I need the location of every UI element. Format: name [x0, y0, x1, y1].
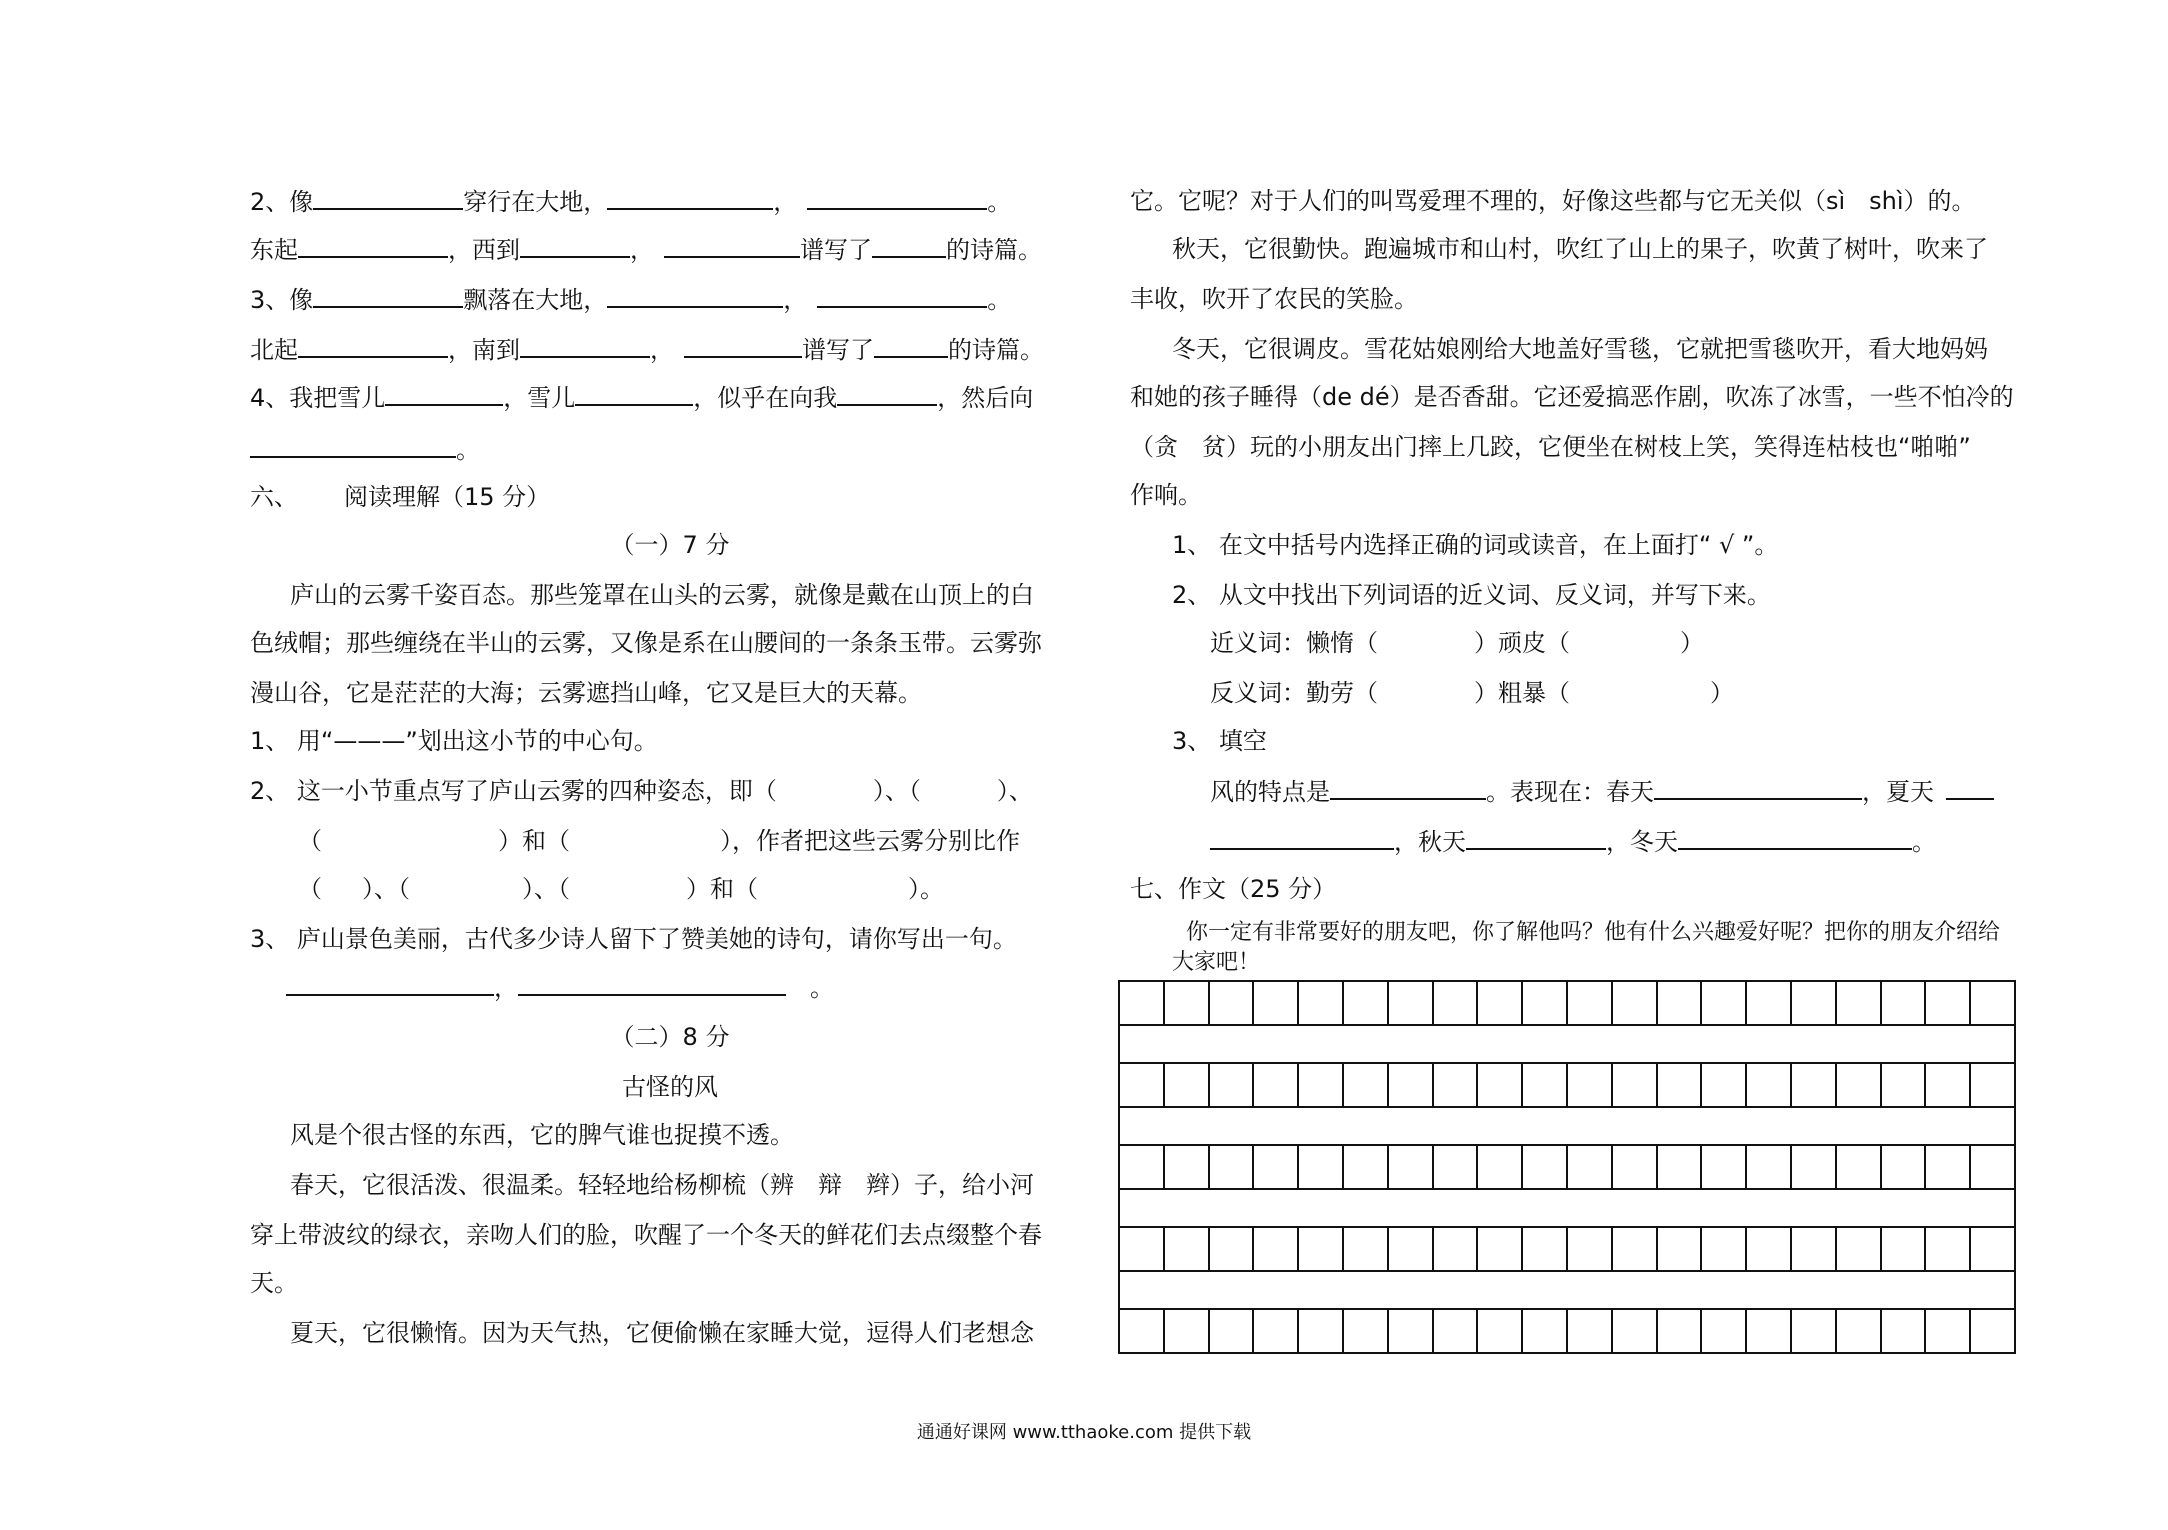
blank[interactable]	[1330, 776, 1486, 800]
question-3-answer: ， 。	[286, 972, 834, 1002]
story-line: （贪 贫）玩的小朋友出门摔上几跤，它便坐在树枝上笑，笑得连枯枝也“啪啪”	[1130, 433, 1971, 461]
story-line: 风是个很古怪的东西，它的脾气谁也捉摸不透。	[290, 1121, 794, 1149]
essay-grid-gap	[1118, 1108, 2016, 1144]
blank[interactable]	[837, 382, 937, 406]
essay-grid-row[interactable]	[1118, 1062, 2016, 1108]
blank[interactable]	[874, 334, 948, 358]
blank[interactable]	[1210, 826, 1394, 850]
essay-grid-row[interactable]	[1118, 1308, 2016, 1354]
part-two-title: （二）8 分	[610, 1023, 730, 1051]
blank[interactable]	[520, 234, 630, 258]
fill-line-4: 4、我把雪儿 ，雪儿 ，似乎在向我 ，然后向	[250, 384, 1034, 412]
reading-question-2: 2、 从文中找出下列词语的近义词、反义词，并写下来。	[1172, 581, 1771, 609]
essay-prompt: 大家吧！	[1172, 950, 1261, 975]
story-line: 作响。	[1130, 481, 1202, 509]
part-one-title: （一）7 分	[610, 531, 730, 559]
question-1: 1、 用“———”划出这小节的中心句。	[250, 727, 658, 755]
fill-line-3: 3、像 飘落在大地， ， 。	[250, 286, 1012, 314]
blank[interactable]	[684, 334, 802, 358]
story-line: 冬天，它很调皮。雪花姑娘刚给大地盖好雪毯，它就把雪毯吹开，看大地妈妈	[1172, 335, 1988, 363]
story-line: 天。	[250, 1269, 298, 1297]
fill-row-2: ，秋天 ，冬天 。	[1210, 826, 1936, 856]
story-line: 穿上带波纹的绿衣，亲吻人们的脸，吹醒了一个冬天的鲜花们去点缀整个春	[250, 1221, 1042, 1249]
blank[interactable]	[575, 382, 693, 406]
essay-prompt: 你一定有非常要好的朋友吧，你了解他吗？他有什么兴趣爱好呢？把你的朋友介绍给	[1186, 920, 2001, 945]
essay-grid-gap	[1118, 1026, 2016, 1062]
question-3: 3、 庐山景色美丽，古代多少诗人留下了赞美她的诗句，请你写出一句。	[250, 925, 1017, 953]
antonym-row: 反义词：勤劳（ ）粗暴（ ）	[1210, 679, 1734, 707]
passage-line: 漫山谷，它是茫茫的大海；云雾遮挡山峰，它又是巨大的天幕。	[250, 679, 922, 707]
synonym-row: 近义词：懒惰（ ）顽皮（ ）	[1210, 629, 1704, 657]
blank[interactable]	[520, 334, 650, 358]
story-line: 它。它呢？对于人们的叫骂爱理不理的，好像这些都与它无关似（sì shì）的。	[1130, 187, 1976, 215]
blank[interactable]	[607, 186, 773, 210]
blank[interactable]	[298, 334, 448, 358]
blank[interactable]	[664, 234, 800, 258]
essay-grid-row[interactable]	[1118, 1226, 2016, 1272]
blank[interactable]	[872, 234, 946, 258]
blank[interactable]	[298, 234, 448, 258]
reading-question-3: 3、 填空	[1172, 727, 1267, 755]
essay-grid-gap	[1118, 1272, 2016, 1308]
passage-line: 色绒帽；那些缠绕在半山的云雾，又像是系在山腰间的一条条玉带。云雾弥	[250, 629, 1042, 657]
section-six-heading: 六、 阅读理解（15 分）	[250, 483, 551, 511]
blank[interactable]	[1678, 826, 1912, 850]
story-title: 古怪的风	[622, 1073, 718, 1101]
fill-row-1: 风的特点是 。表现在：春天 ，夏天	[1210, 776, 1994, 806]
essay-grid-gap	[1118, 1190, 2016, 1226]
fill-line-2: 2、像 穿行在大地， ， 。	[250, 188, 1012, 216]
fill-line-2b: 东起 ，西到 ， 谱写了 的诗篇。	[250, 236, 1042, 264]
story-line: 春天，它很活泼、很温柔。轻轻地给杨柳梳（辨 辩 辫）子，给小河	[290, 1171, 1034, 1199]
blank[interactable]	[817, 284, 987, 308]
fill-line-3b: 北起 ，南到 ， 谱写了 的诗篇。	[250, 336, 1044, 364]
essay-grid-row[interactable]	[1118, 1144, 2016, 1190]
reading-question-1: 1、 在文中括号内选择正确的词或读音，在上面打“ √ ”。	[1172, 531, 1779, 559]
question-2c: （ ）、（ ）、（ ）和（ ）。	[298, 875, 944, 903]
question-2b: （ ）和（ ），作者把这些云雾分别比作	[298, 827, 1020, 855]
fill-line-4b: 。	[250, 434, 480, 464]
blank[interactable]	[1466, 826, 1606, 850]
blank[interactable]	[385, 382, 503, 406]
page-footer: 通通好课网 www.tthaoke.com 提供下载	[916, 1422, 1252, 1443]
story-line: 和她的孩子睡得（de dé）是否香甜。它还爱搞恶作剧，吹冻了冰雪，一些不怕冷的	[1130, 383, 2014, 411]
blank[interactable]	[1654, 776, 1862, 800]
blank[interactable]	[1946, 776, 1994, 800]
passage-line: 庐山的云雾千姿百态。那些笼罩在山头的云雾，就像是戴在山顶上的白	[290, 581, 1034, 609]
blank[interactable]	[313, 186, 463, 210]
blank[interactable]	[518, 972, 786, 996]
blank[interactable]	[286, 972, 494, 996]
blank[interactable]	[313, 284, 463, 308]
blank[interactable]	[607, 284, 783, 308]
story-line: 夏天，它很懒惰。因为天气热，它便偷懒在家睡大觉，逗得人们老想念	[290, 1319, 1034, 1347]
blank[interactable]	[250, 434, 456, 458]
blank[interactable]	[807, 186, 987, 210]
essay-grid-row[interactable]	[1118, 980, 2016, 1026]
story-line: 丰收，吹开了农民的笑脸。	[1130, 285, 1418, 313]
question-2: 2、 这一小节重点写了庐山云雾的四种姿态，即（ ）、（ ）、	[250, 777, 1033, 805]
section-seven-heading: 七、作文（25 分）	[1130, 875, 1337, 903]
story-line: 秋天，它很勤快。跑遍城市和山村，吹红了山上的果子，吹黄了树叶，吹来了	[1172, 235, 1988, 263]
